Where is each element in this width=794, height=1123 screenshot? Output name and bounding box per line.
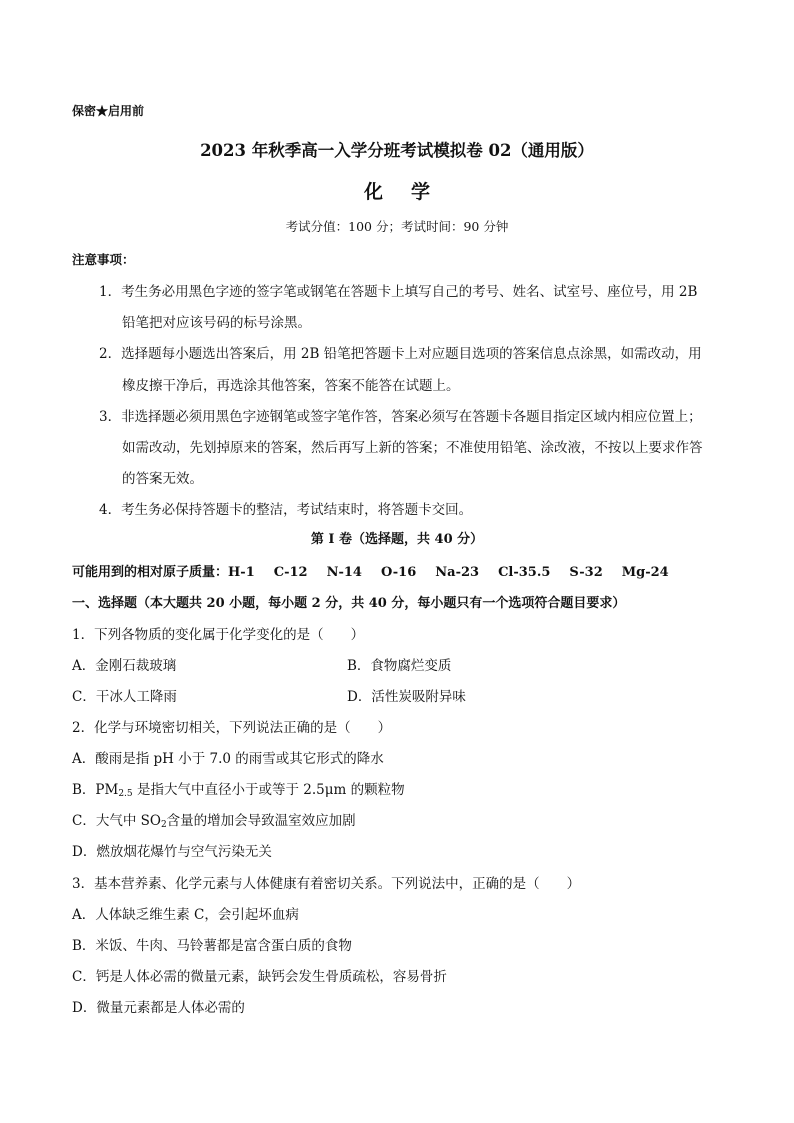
question-1-option-d: D．活性炭吸附异味 xyxy=(347,689,466,705)
so2-subscript: 2 xyxy=(160,820,167,830)
question-1-option-b: B．食物腐烂变质 xyxy=(347,658,452,674)
section-title: 第 I 卷（选择题，共 40 分） xyxy=(310,532,484,547)
part-one-heading: 一、选择题（本大题共 20 小题，每小题 2 分，共 40 分，每小题只有一个选项符合题目要求） xyxy=(72,596,626,611)
question-1-stem: 1．下列各物质的变化属于化学变化的是（ ） xyxy=(72,627,365,643)
note-2-line-1: 2．选择题每小题选出答案后，用 2B 铅笔把答题卡上对应题目选项的答案信息点涂黑，如需改动，用 xyxy=(99,346,702,362)
note-1-line-1: 1．考生务必用黑色字迹的签字笔或钢笔在答题卡上填写自己的考号、姓名、试室号、座位号，用 2B xyxy=(99,284,698,300)
question-3-option-d: D．微量元素都是人体必需的 xyxy=(72,1000,245,1016)
option-c-prefix: C．大气中 SO xyxy=(72,813,161,829)
atomic-mass: N-14 xyxy=(326,565,362,580)
note-3-line-1: 3．非选择题必须用黑色字迹钢笔或签字笔作答，答案必须写在答题卡各题目指定区域内相应位置上； xyxy=(99,409,702,425)
question-3-stem: 3．基本营养素、化学元素与人体健康有着密切关系。下列说法中，正确的是（ ） xyxy=(72,876,581,892)
option-b-text: 是指大气中直径小于或等于 2.5μm 的颗粒物 xyxy=(132,782,405,798)
question-3-option-b: B．米饭、牛肉、马铃薯都是富含蛋白质的食物 xyxy=(72,938,352,954)
exam-title: 2023 年秋季高一入学分班考试模拟卷 02（通用版） xyxy=(200,141,594,160)
note-3-line-3: 的答案无效。 xyxy=(122,471,203,487)
note-2-line-2: 橡皮擦干净后，再选涂其他答案，答案不能答在试题上。 xyxy=(122,378,460,394)
question-2-option-c xyxy=(72,809,356,830)
subject-title: 化学 xyxy=(363,181,458,203)
note-1-line-2: 铅笔把对应该号码的标号涂黑。 xyxy=(122,315,311,331)
score-time-info: 考试分值：100 分；考试时间：90 分钟 xyxy=(285,219,509,234)
question-3-option-a: A．人体缺乏维生素 C，会引起坏血病 xyxy=(72,907,299,923)
atomic-masses xyxy=(72,561,688,580)
question-1-option-c: C．干冰人工降雨 xyxy=(72,689,177,705)
atomic-mass: S-32 xyxy=(569,565,603,580)
note-4: 4．考生务必保持答题卡的整洁，考试结束时，将答题卡交回。 xyxy=(99,502,473,518)
option-b-prefix: B．PM xyxy=(72,782,119,798)
atomic-mass: C-12 xyxy=(273,565,308,580)
question-2-option-d: D．燃放烟花爆竹与空气污染无关 xyxy=(72,844,272,860)
atomic-label: 可能用到的相对原子质量： xyxy=(72,565,229,580)
question-2-option-a: A．酸雨是指 pH 小于 7.0 的雨雪或其它形式的降水 xyxy=(72,751,384,767)
question-1-option-a: A．金刚石裁玻璃 xyxy=(72,658,177,674)
pm-subscript: 2.5 xyxy=(118,789,133,799)
atomic-mass: Na-23 xyxy=(435,565,480,580)
atomic-mass: H-1 xyxy=(228,565,255,580)
atomic-mass: Cl-35.5 xyxy=(498,565,551,580)
option-c-text: 含量的增加会导致温室效应加剧 xyxy=(166,813,356,829)
question-3-option-c: C．钙是人体必需的微量元素，缺钙会发生骨质疏松，容易骨折 xyxy=(72,969,447,985)
note-3-line-2: 如需改动，先划掉原来的答案，然后再写上新的答案；不准使用铅笔、涂改液，不按以上要求作答 xyxy=(122,440,703,456)
question-2-option-b xyxy=(72,778,405,799)
atomic-mass: Mg-24 xyxy=(621,565,669,580)
confidential-label: 保密★启用前 xyxy=(72,104,145,118)
atomic-mass: O-16 xyxy=(380,565,417,580)
notes-title: 注意事项： xyxy=(72,252,135,267)
question-2-stem: 2．化学与环境密切相关，下列说法正确的是（ ） xyxy=(72,720,392,736)
